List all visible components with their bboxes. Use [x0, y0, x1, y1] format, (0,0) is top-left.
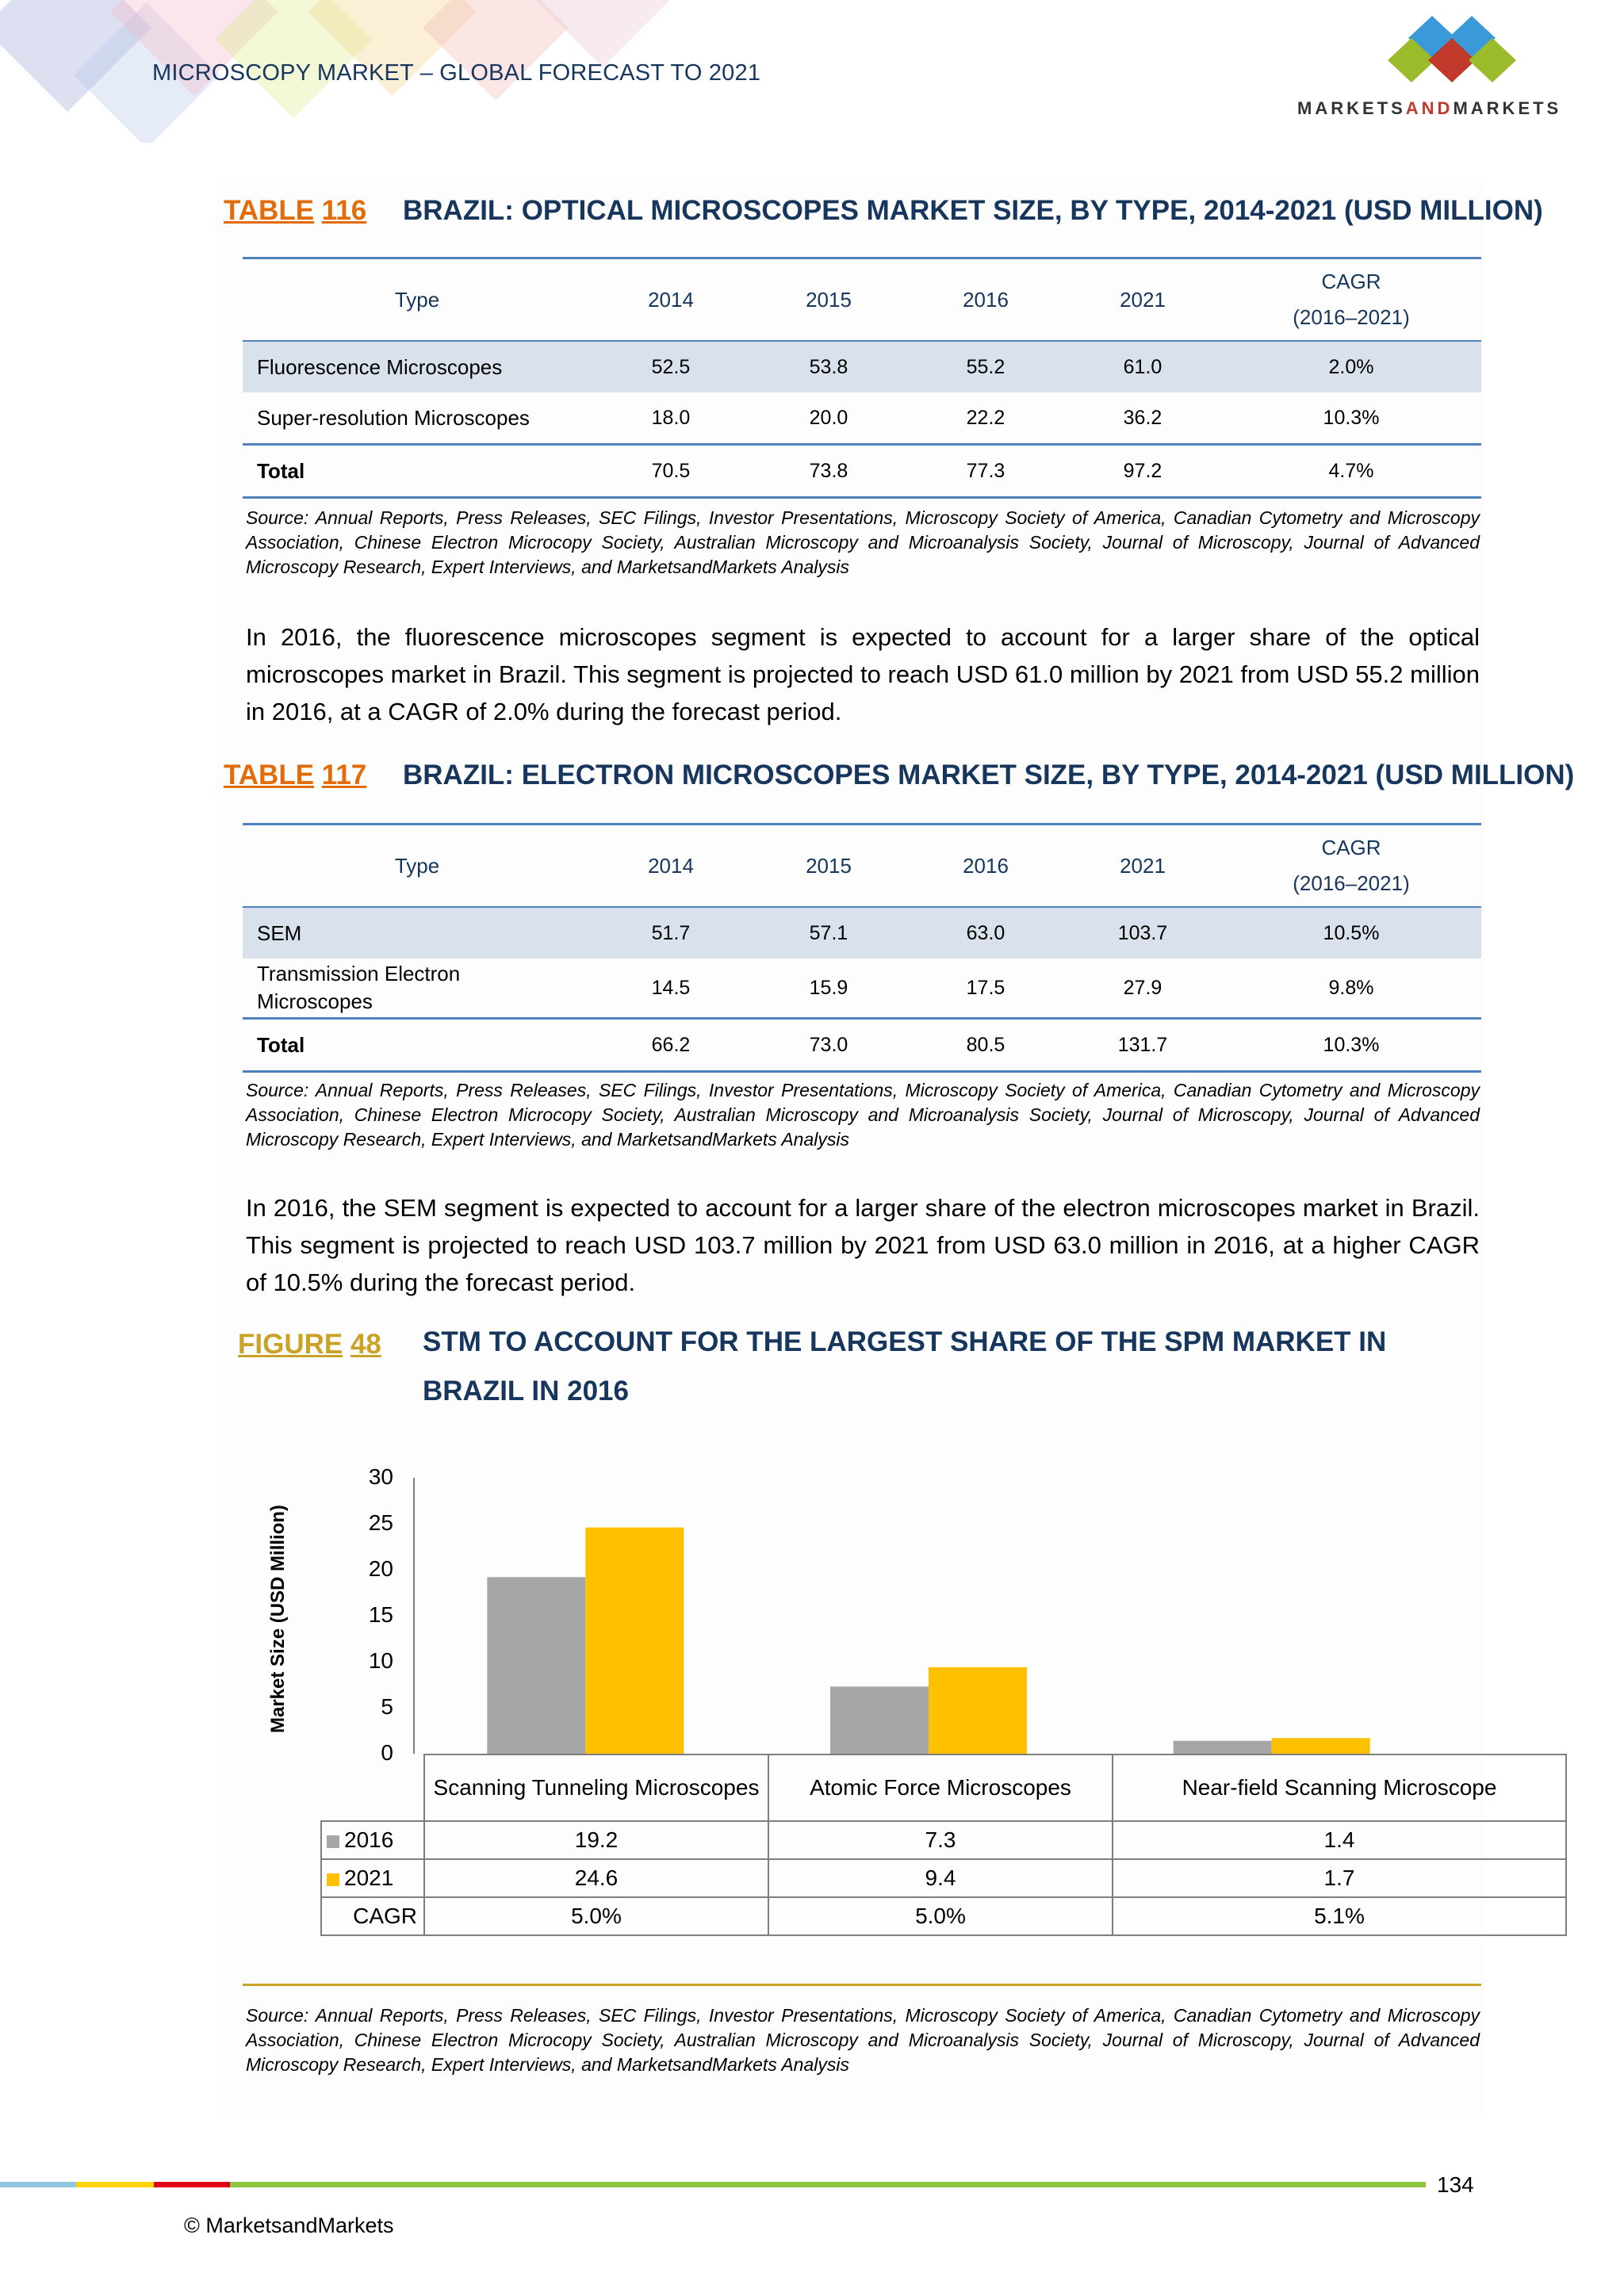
data-label: 5.1% [1113, 1897, 1566, 1935]
cell: 55.2 [907, 341, 1064, 392]
cell: 73.0 [809, 1033, 848, 1056]
cell: 73.8 [809, 459, 848, 482]
y-tick-label: 10 [368, 1648, 393, 1673]
header-2016: 2016 [963, 853, 1009, 878]
legend-2016: 2016 [321, 1821, 424, 1859]
table-label: TABLE [224, 760, 315, 790]
bar-2021 [929, 1667, 1027, 1754]
data-label: 1.4 [1113, 1821, 1566, 1859]
y-tick-label: 0 [381, 1740, 393, 1765]
cell: 10.3% [1323, 406, 1380, 429]
cagr-label: CAGR [321, 1897, 424, 1935]
header-2021: 2021 [1120, 853, 1166, 878]
header-cagr: CAGR (2016–2021) [1293, 836, 1410, 895]
footer-line-green [230, 2182, 1426, 2187]
cell: 97.2 [1123, 459, 1162, 482]
data-table-row-2021 [321, 1859, 1566, 1897]
header-2021: 2021 [1120, 287, 1166, 312]
cell: 131.7 [1117, 1033, 1168, 1056]
cell: 17.5 [966, 976, 1005, 999]
cell: 14.5 [651, 976, 691, 999]
header-type: Type [394, 853, 440, 878]
row-name: Transmission Electron Microscopes [257, 962, 461, 1013]
cell: 22.2 [966, 406, 1005, 429]
data-table-row-2016 [321, 1821, 1566, 1859]
footer-line-yellow [76, 2182, 154, 2187]
table-117-source: Source: Annual Reports, Press Releases, SEC Filings, Investor Presentations, Microscopy Society of America, Canadian Cytometry and Microscopy Association, Chinese Electron Microcopy Society, Australian Microscopy and Microanalysis Society, Journal of Microscopy, Journal of Advanced Microscopy Research, Expert Interviews, and MarketsandMarkets Analysis [246, 1080, 1480, 1150]
page-number: 134 [1437, 2172, 1474, 2197]
copyright: © MarketsandMarkets [184, 2214, 394, 2237]
y-tick-label: 20 [368, 1556, 393, 1581]
legend-swatch [327, 1835, 339, 1848]
cell: 2.0% [1221, 341, 1481, 392]
header-type: Type [394, 287, 440, 312]
data-label: 5.0% [768, 1897, 1113, 1935]
data-label: 19.2 [424, 1821, 768, 1859]
bar-2016 [487, 1577, 585, 1754]
data-label: 9.4 [768, 1859, 1113, 1897]
data-label: 1.7 [1113, 1859, 1566, 1897]
data-label: 24.6 [424, 1859, 768, 1897]
bar-2021 [1272, 1738, 1370, 1754]
paragraph-electron: In 2016, the SEM segment is expected to account for a larger share of the electron microscopes market in Brazil. This segment is projected to reach USD 103.7 million by 2021 from USD 63.0 million in 2016, at a higher CAGR of 10.5% during the forecast period. [246, 1194, 1480, 1296]
cell: 103.7 [1064, 907, 1221, 959]
y-axis-label: Market Size (USD Million) [267, 1504, 289, 1733]
table-number: 116 [321, 195, 367, 226]
header-cagr: CAGR (2016–2021) [1293, 270, 1410, 329]
figure-label: FIGURE [238, 1329, 343, 1360]
category-label: Atomic Force Microscopes [768, 1755, 1113, 1821]
cell: 77.3 [966, 459, 1005, 482]
cell: 63.0 [907, 907, 1064, 959]
data-table-row-cagr [321, 1897, 1566, 1935]
table-title: BRAZIL: ELECTRON MICROSCOPES MARKET SIZE, BY TYPE, 2014-2021 (USD MILLION) [403, 760, 1575, 790]
table-title: BRAZIL: OPTICAL MICROSCOPES MARKET SIZE, BY TYPE, 2014-2021 (USD MILLION) [403, 195, 1543, 226]
table-116-source: Source: Annual Reports, Press Releases, SEC Filings, Investor Presentations, Microscopy Society of America, Canadian Cytometry and Microscopy Association, Chinese Electron Microcopy Society, Australian Microscopy and Microanalysis Society, Journal of Microscopy, Journal of Advanced Microscopy Research, Expert Interviews, and MarketsandMarkets Analysis [246, 507, 1480, 577]
data-label: 5.0% [424, 1897, 768, 1935]
figure-48-source: Source: Annual Reports, Press Releases, SEC Filings, Investor Presentations, Microscopy Society of America, Canadian Cytometry and Microscopy Association, Chinese Electron Microcopy Society, Australian Microscopy and Microanalysis Society, Journal of Microscopy, Journal of Advanced Microscopy Research, Expert Interviews, and MarketsandMarkets Analysis [246, 2005, 1480, 2075]
header-2016: 2016 [963, 287, 1009, 312]
cell: 80.5 [966, 1033, 1005, 1056]
row-name: Total [257, 458, 305, 483]
figure-title: STM TO ACCOUNT FOR THE LARGEST SHARE OF THE SPM MARKET IN BRAZIL IN 2016 [423, 1326, 1387, 1406]
y-tick-label: 15 [368, 1602, 393, 1627]
cell: 10.3% [1323, 1033, 1380, 1056]
cell: 66.2 [651, 1033, 691, 1056]
y-tick-label: 30 [368, 1464, 393, 1489]
data-label: 7.3 [768, 1821, 1113, 1859]
logo-wordmark: MARKETSANDMARKETS [1297, 98, 1562, 118]
cell: 57.1 [750, 907, 907, 959]
bar-2021 [585, 1528, 684, 1754]
table-number: 117 [321, 760, 367, 790]
cell: 36.2 [1123, 406, 1162, 429]
chart-data-table [320, 1754, 1567, 1936]
footer-line-blue [0, 2182, 76, 2187]
bar-2016 [830, 1686, 929, 1754]
cell: 18.0 [651, 406, 691, 429]
category-label: Near-field Scanning Microscope [1113, 1755, 1566, 1821]
row-name: Super-resolution Microscopes [257, 405, 530, 430]
figure-number: 48 [350, 1329, 381, 1360]
y-tick-label: 25 [368, 1510, 393, 1535]
cell: 20.0 [809, 406, 848, 429]
document-title: MICROSCOPY MARKET – GLOBAL FORECAST TO 2021 [152, 60, 761, 86]
cell: 52.5 [592, 341, 750, 392]
row-name: Fluorescence Microscopes [243, 341, 592, 392]
header-2014: 2014 [648, 853, 694, 878]
category-label: Scanning Tunneling Microscopes [424, 1755, 768, 1821]
header-2015: 2015 [806, 853, 852, 878]
cell: 27.9 [1123, 976, 1162, 999]
legend-2021: 2021 [321, 1859, 424, 1897]
cell: 15.9 [809, 976, 848, 999]
cell: 10.5% [1221, 907, 1481, 959]
table-label: TABLE [224, 195, 315, 226]
legend-swatch [327, 1873, 339, 1886]
data-table-category-row [321, 1755, 1566, 1821]
cell: 9.8% [1328, 976, 1374, 999]
cell: 70.5 [651, 459, 691, 482]
row-name: SEM [243, 907, 592, 959]
cell: 53.8 [750, 341, 907, 392]
bar-2016 [1174, 1741, 1272, 1754]
cell: 61.0 [1064, 341, 1221, 392]
cell: 51.7 [592, 907, 750, 959]
cell: 4.7% [1328, 459, 1374, 482]
footer-line-red [154, 2182, 230, 2187]
row-name: Total [257, 1032, 305, 1057]
header-2014: 2014 [648, 287, 694, 312]
y-tick-label: 5 [381, 1694, 393, 1719]
figure-divider [243, 1984, 1481, 1986]
header-2015: 2015 [806, 287, 852, 312]
paragraph-optical: In 2016, the fluorescence microscopes segment is expected to account for a larger share of the optical microscopes market in Brazil. This segment is projected to reach USD 61.0 million by 2021 from USD 55.2 million in 2016, at a CAGR of 2.0% during the forecast period. [246, 623, 1480, 725]
